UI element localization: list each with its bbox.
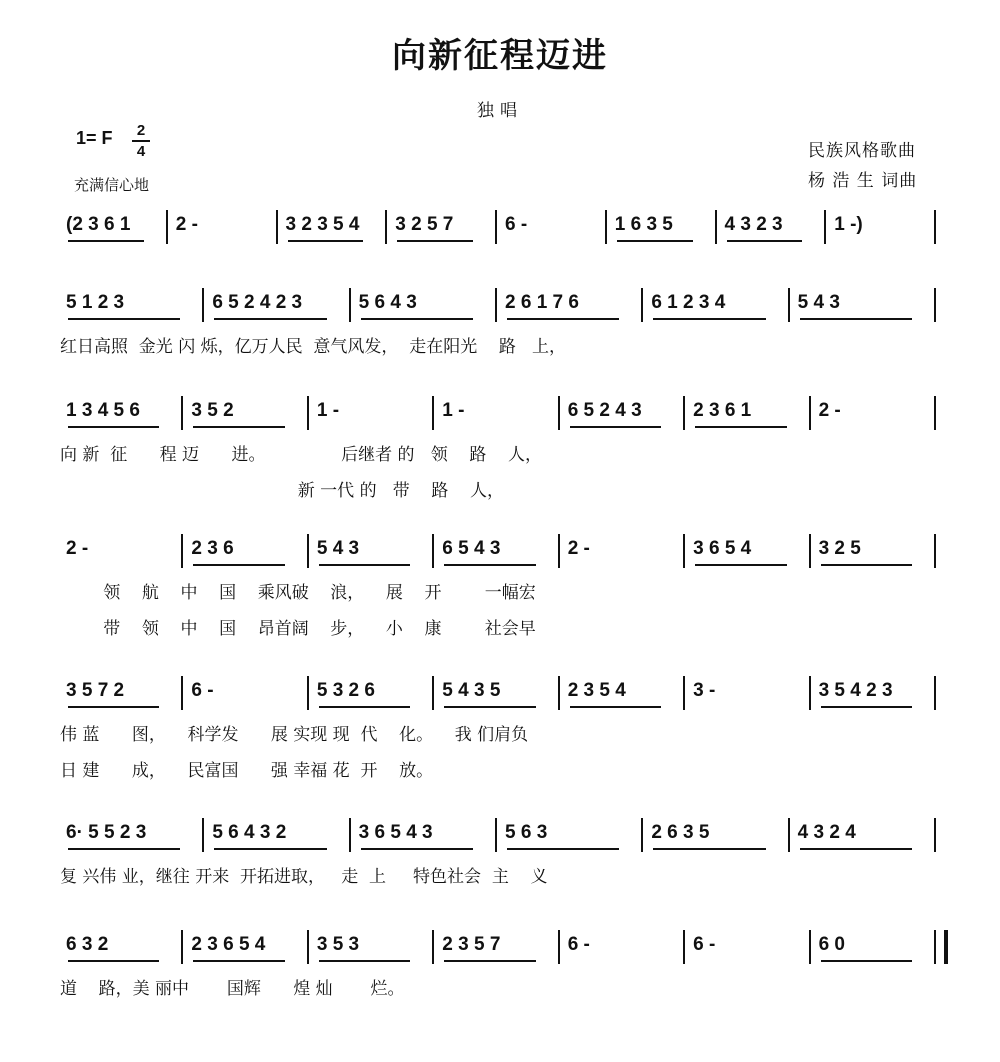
measure: 2 6 3 5	[651, 822, 710, 843]
barline	[788, 288, 790, 322]
performance-type: 独唱	[477, 101, 523, 121]
measure: 3 2 5 7	[395, 214, 454, 235]
beam-line	[397, 240, 473, 242]
notation-row	[0, 396, 1000, 436]
barline	[641, 818, 643, 852]
barline	[788, 818, 790, 852]
barline	[641, 288, 643, 322]
barline	[824, 210, 826, 244]
notation-row	[0, 930, 1000, 970]
measure: (2 3 6 1	[66, 214, 131, 235]
final-barline	[944, 930, 948, 964]
measure: 3 5 7 2	[66, 680, 125, 701]
measure: 2 3 5 4	[567, 680, 626, 701]
measure: 6 -	[693, 934, 716, 955]
barline	[495, 288, 497, 322]
beam-line	[319, 960, 410, 962]
barline	[934, 676, 936, 710]
score-line-4	[0, 534, 1000, 644]
measure: 2 -	[175, 214, 198, 235]
measure: 1 -)	[834, 214, 863, 235]
notation-row	[0, 288, 1000, 328]
barline	[385, 210, 387, 244]
barline	[307, 534, 309, 568]
lyrics-verse-2: 新 一代 的 带 路 人，	[60, 481, 505, 501]
barline	[809, 396, 811, 430]
measure: 6 5 4 3	[442, 538, 501, 559]
barline	[276, 210, 278, 244]
measure: 5 6 4 3 2	[212, 822, 287, 843]
barline	[349, 818, 351, 852]
lyrics-verse-1: 复 兴伟 业，继往 开来 开拓进取， 走 上 特色社会 主 义	[60, 867, 548, 887]
barline	[809, 534, 811, 568]
lyrics-verse-1: 道 路，美 丽中 国辉 煌 灿 烂。	[60, 979, 405, 999]
beam-line	[68, 848, 180, 850]
beam-line	[444, 960, 535, 962]
beam-line	[288, 240, 364, 242]
measure: 4 3 2 4	[797, 822, 856, 843]
notation-row	[0, 818, 1000, 858]
barline	[683, 534, 685, 568]
song-style: 民族风格歌曲	[808, 141, 916, 161]
beam-line	[68, 240, 144, 242]
measure: 6 5 2 4 2 3	[212, 292, 303, 313]
beam-line	[695, 564, 786, 566]
beam-line	[507, 848, 619, 850]
score-line-2	[0, 288, 1000, 398]
barline	[495, 210, 497, 244]
score-line-5	[0, 676, 1000, 786]
barline	[181, 930, 183, 964]
beam-line	[821, 564, 912, 566]
measure: 6 -	[191, 680, 214, 701]
measure: 2 3 6 5 4	[191, 934, 266, 955]
measure: 1 3 4 5 6	[66, 400, 140, 421]
song-author: 杨 浩 生 词曲	[808, 171, 918, 191]
measure: 2 6 1 7 6	[505, 292, 579, 313]
beam-line	[68, 706, 159, 708]
measure: 5 3 2 6	[316, 680, 375, 701]
beam-line	[193, 426, 284, 428]
measure: 6 0	[818, 934, 845, 955]
beam-line	[361, 318, 473, 320]
barline	[432, 534, 434, 568]
measure: 5 4 3 5	[442, 680, 501, 701]
beam-line	[570, 706, 661, 708]
barline	[349, 288, 351, 322]
beam-line	[821, 960, 912, 962]
measure: 3 -	[693, 680, 716, 701]
beam-line	[821, 706, 912, 708]
measure: 2 3 6 1	[693, 400, 752, 421]
time-signature-divider	[132, 140, 150, 142]
lyrics-verse-1: 领 航 中 国 乘风破 浪， 展 开 一幅宏	[60, 583, 536, 603]
measure: 1 -	[442, 400, 465, 421]
song-title: 向新征程迈进	[392, 36, 608, 76]
beam-line	[444, 706, 535, 708]
beam-line	[653, 318, 765, 320]
barline	[934, 210, 936, 244]
measure: 2 3 6	[191, 538, 234, 559]
measure: 5 4 3	[797, 292, 840, 313]
beam-line	[193, 564, 284, 566]
time-signature-top: 2	[136, 122, 146, 139]
barline	[181, 676, 183, 710]
barline	[558, 396, 560, 430]
measure: 5 6 4 3	[358, 292, 417, 313]
measure: 6· 5 5 2 3	[66, 822, 147, 843]
barline	[181, 534, 183, 568]
barline	[715, 210, 717, 244]
barline	[307, 396, 309, 430]
beam-line	[570, 426, 661, 428]
beam-line	[68, 426, 159, 428]
barline	[558, 534, 560, 568]
score-line-3	[0, 396, 1000, 506]
beam-line	[68, 960, 159, 962]
beam-line	[319, 564, 410, 566]
barline	[809, 930, 811, 964]
measure: 3 6 5 4 3	[358, 822, 433, 843]
measure: 5 1 2 3	[66, 292, 125, 313]
barline	[432, 676, 434, 710]
beam-line	[727, 240, 803, 242]
notation-row	[0, 676, 1000, 716]
beam-line	[800, 318, 912, 320]
measure: 6 5 2 4 3	[567, 400, 642, 421]
measure: 6 -	[505, 214, 528, 235]
beam-line	[68, 318, 180, 320]
measure: 6 1 2 3 4	[651, 292, 726, 313]
beam-line	[800, 848, 912, 850]
measure: 2 3 5 7	[442, 934, 501, 955]
time-signature	[132, 122, 150, 160]
measure: 3 5 3	[316, 934, 360, 955]
measure: 6 3 2	[66, 934, 109, 955]
measure: 5 6 3	[505, 822, 548, 843]
lyrics-verse-2: 带 领 中 国 昂首阔 步， 小 康 社会早	[60, 619, 536, 639]
notation-row	[0, 210, 1000, 250]
beam-line	[444, 564, 535, 566]
barline	[683, 930, 685, 964]
measure: 3 5 4 2 3	[818, 680, 893, 701]
barline	[809, 676, 811, 710]
barline	[307, 930, 309, 964]
measure: 5 4 3	[316, 538, 360, 559]
barline	[202, 818, 204, 852]
beam-line	[653, 848, 765, 850]
barline	[683, 396, 685, 430]
lyrics-verse-1: 红日高照 金光 闪 烁，亿万人民 意气风发， 走在阳光 路 上，	[60, 337, 567, 357]
measure: 2 -	[567, 538, 590, 559]
barline	[934, 534, 936, 568]
key-signature: 1= F	[76, 128, 113, 148]
barline	[683, 676, 685, 710]
score-line-7	[0, 930, 1000, 1040]
measure: 4 3 2 3	[724, 214, 783, 235]
measure: 1 -	[316, 400, 340, 421]
measure: 3 2 5	[818, 538, 861, 559]
measure: 3 6 5 4	[693, 538, 752, 559]
measure: 2 -	[66, 538, 89, 559]
barline	[934, 818, 936, 852]
barline	[166, 210, 168, 244]
notation-row	[0, 534, 1000, 574]
measure: 6 -	[567, 934, 590, 955]
barline	[934, 288, 936, 322]
beam-line	[319, 706, 410, 708]
barline	[432, 930, 434, 964]
barline	[558, 676, 560, 710]
measure: 2 -	[818, 400, 841, 421]
lyrics-verse-2: 日 建 成， 民富国 强 幸福 花 开 放。	[60, 761, 434, 781]
beam-line	[695, 426, 786, 428]
barline	[934, 396, 936, 430]
barline	[202, 288, 204, 322]
tempo-marking: 充满信心地	[74, 176, 150, 194]
barline	[558, 930, 560, 964]
barline	[934, 930, 936, 964]
measure: 3 2 3 5 4	[285, 214, 360, 235]
score-line-6	[0, 818, 1000, 928]
barline	[432, 396, 434, 430]
beam-line	[617, 240, 693, 242]
beam-line	[214, 848, 326, 850]
beam-line	[361, 848, 473, 850]
measure: 3 5 2	[191, 400, 234, 421]
barline	[605, 210, 607, 244]
beam-line	[214, 318, 326, 320]
time-signature-bottom: 4	[136, 143, 146, 160]
beam-line	[507, 318, 619, 320]
barline	[181, 396, 183, 430]
barline	[307, 676, 309, 710]
beam-line	[193, 960, 284, 962]
measure: 1 6 3 5	[614, 214, 673, 235]
lyrics-verse-1: 伟 蓝 图， 科学发 展 实现 现 代 化。 我 们肩负	[60, 725, 529, 745]
lyrics-verse-1: 向 新 征 程 迈 进。 后继者 的 领 路 人，	[60, 445, 542, 465]
barline	[495, 818, 497, 852]
